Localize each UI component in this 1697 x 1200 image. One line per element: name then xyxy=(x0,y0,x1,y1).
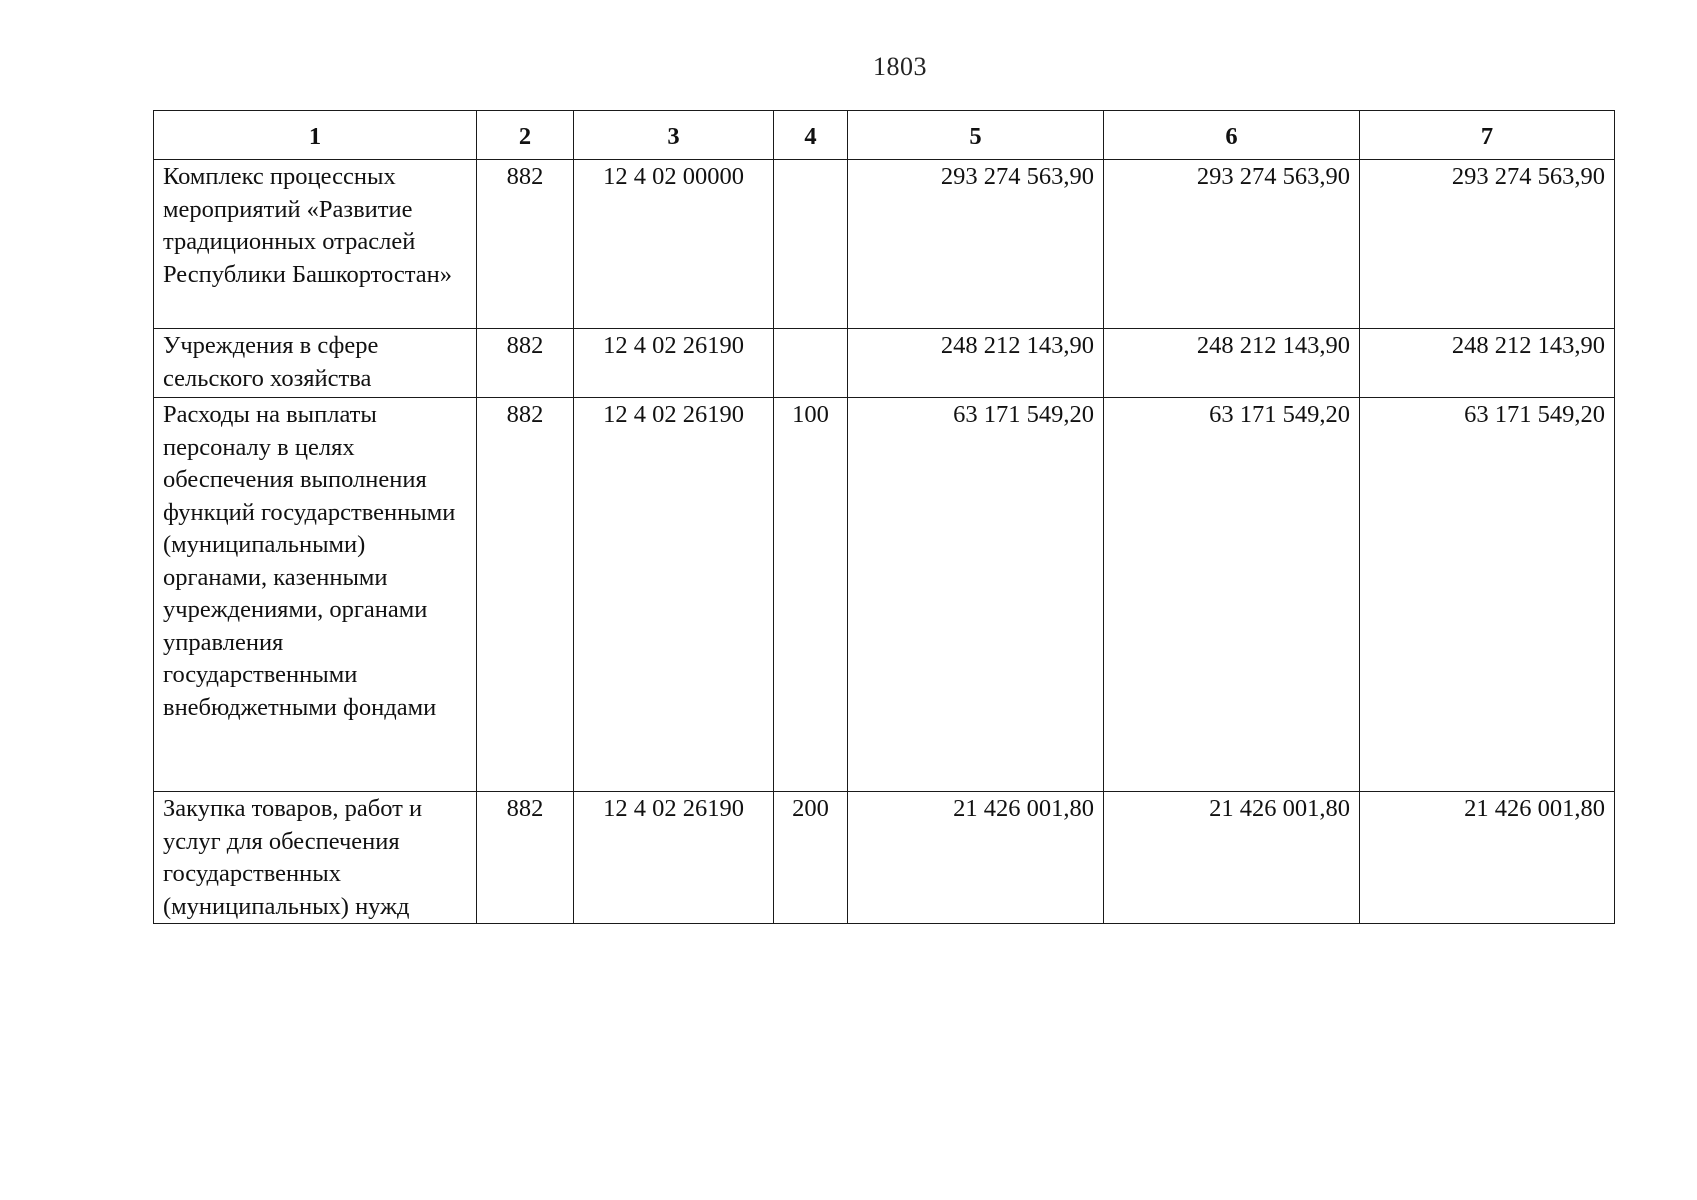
row-sum7-cell: 248 212 143,90 xyxy=(1360,329,1615,398)
table-row xyxy=(154,329,1615,398)
row-vr-cell: 100 xyxy=(774,398,848,792)
row-name-cell: Расходы на выплаты персоналу в целях обеспечения выполнения функций государственными (муниципальными) органами, казенными учреждениями, органами управления государственными внебюджетными фондами xyxy=(154,398,477,792)
header-col-5: 5 xyxy=(848,111,1104,160)
row-sum5-cell: 248 212 143,90 xyxy=(848,329,1104,398)
table-row xyxy=(154,792,1615,924)
row-csr-cell: 12 4 02 00000 xyxy=(574,160,774,329)
row-sum5-cell: 21 426 001,80 xyxy=(848,792,1104,924)
row-sum6-cell: 21 426 001,80 xyxy=(1104,792,1360,924)
header-col-6: 6 xyxy=(1104,111,1360,160)
row-sum6-cell: 63 171 549,20 xyxy=(1104,398,1360,792)
row-vr-cell xyxy=(774,160,848,329)
row-csr-cell: 12 4 02 26190 xyxy=(574,329,774,398)
row-sum5-cell: 63 171 549,20 xyxy=(848,398,1104,792)
row-sum7-cell: 293 274 563,90 xyxy=(1360,160,1615,329)
header-col-1: 1 xyxy=(154,111,477,160)
row-sum6-cell: 293 274 563,90 xyxy=(1104,160,1360,329)
table-header-row xyxy=(154,111,1615,160)
table-row xyxy=(154,398,1615,792)
page-number: 1803 xyxy=(873,52,927,81)
row-ved-cell: 882 xyxy=(477,329,574,398)
row-name-cell: Комплекс процессных мероприятий «Развитие традиционных отраслей Республики Башкортостан» xyxy=(154,160,477,329)
row-sum7-cell: 63 171 549,20 xyxy=(1360,398,1615,792)
table-row xyxy=(154,160,1615,329)
header-col-4: 4 xyxy=(774,111,848,160)
header-col-3: 3 xyxy=(574,111,774,160)
row-ved-cell: 882 xyxy=(477,398,574,792)
row-name-cell: Закупка товаров, работ и услуг для обеспечения государственных (муниципальных) нужд xyxy=(154,792,477,924)
row-sum7-cell: 21 426 001,80 xyxy=(1360,792,1615,924)
row-ved-cell: 882 xyxy=(477,792,574,924)
row-csr-cell: 12 4 02 26190 xyxy=(574,398,774,792)
row-ved-cell: 882 xyxy=(477,160,574,329)
row-name-cell: Учреждения в сфере сельского хозяйства xyxy=(154,329,477,398)
header-col-7: 7 xyxy=(1360,111,1615,160)
row-sum5-cell: 293 274 563,90 xyxy=(848,160,1104,329)
row-vr-cell: 200 xyxy=(774,792,848,924)
row-csr-cell: 12 4 02 26190 xyxy=(574,792,774,924)
header-col-2: 2 xyxy=(477,111,574,160)
row-sum6-cell: 248 212 143,90 xyxy=(1104,329,1360,398)
budget-table xyxy=(153,110,1615,924)
row-vr-cell xyxy=(774,329,848,398)
